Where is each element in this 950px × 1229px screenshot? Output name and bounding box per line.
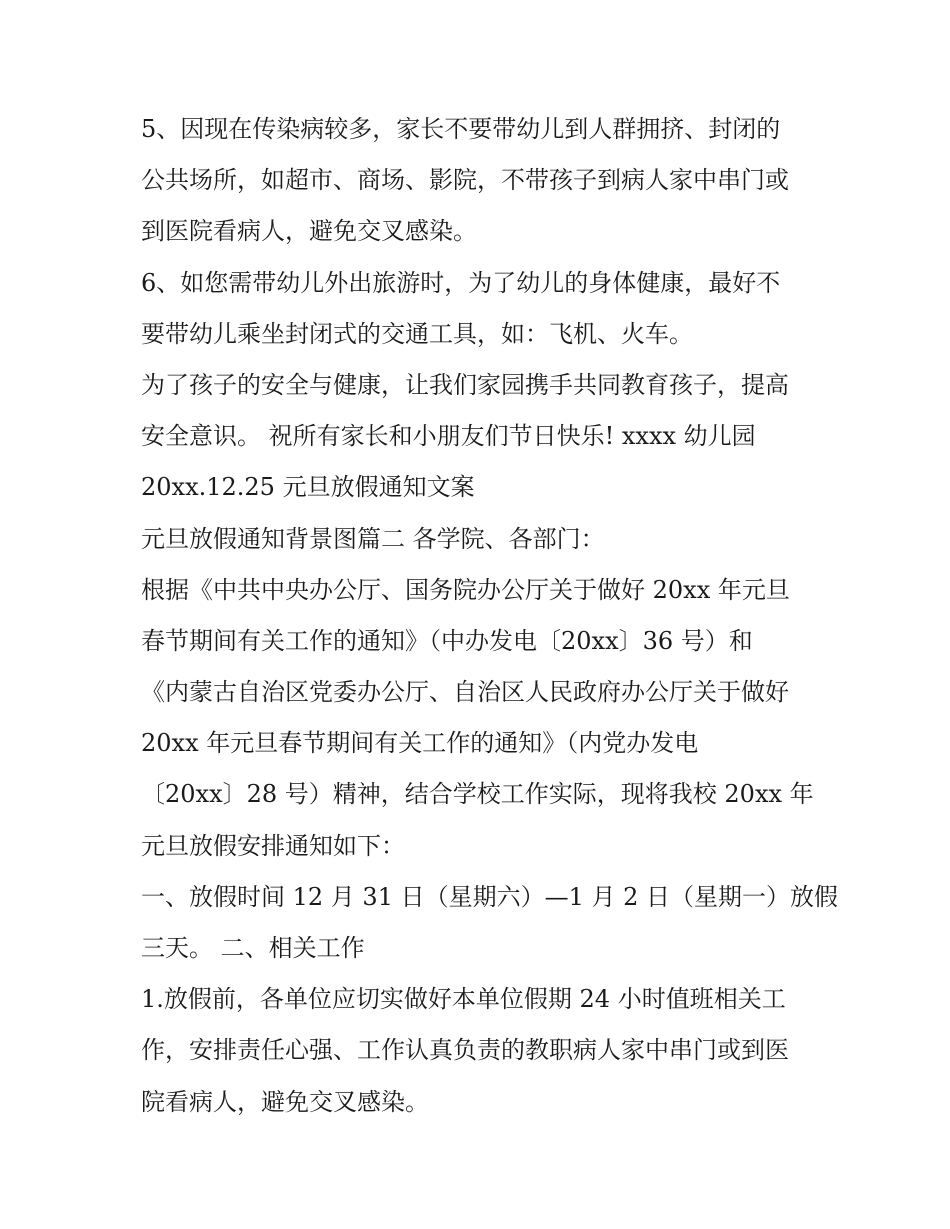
text-line: 公共场所，如超市、商场、影院，不带孩子到病人家中串门或	[141, 166, 789, 195]
text-line: 6、如您需带幼儿外出旅游时，为了幼儿的身体健康，最好不	[141, 268, 781, 297]
text-line: 20xx 年元旦春节期间有关工作的通知》（内党办发电	[141, 729, 699, 758]
text-line: 要带幼儿乘坐封闭式的交通工具，如：飞机、火车。	[141, 319, 693, 348]
text-line: 元旦放假安排通知如下：	[141, 831, 405, 860]
text-line: 5、因现在传染病较多，家长不要带幼儿到人群拥挤、封闭的	[141, 115, 781, 143]
text-line: 1.放假前，各单位应切实做好本单位假期 24 小时值班相关工	[141, 985, 786, 1014]
text-line: 春节期间有关工作的通知》（中办发电〔20xx〕36 号）和	[141, 626, 753, 655]
text-line: 为了孩子的安全与健康，让我们家园携手共同教育孩子，提高	[141, 370, 789, 399]
text-line: 三天。 二、相关工作	[141, 934, 365, 962]
text-line: 一、放假时间 12 月 31 日（星期六）—1 月 2 日（星期一）放假	[141, 882, 839, 911]
text-line: 20xx.12.25 元旦放假通知文案	[141, 473, 475, 502]
text-line: 元旦放假通知背景图篇二 各学院、各部门：	[141, 524, 605, 553]
text-line: 作，安排责任心强、工作认真负责的教职病人家中串门或到医	[141, 1036, 789, 1065]
text-line: 根据《中共中央办公厅、国务院办公厅关于做好 20xx 年元旦	[141, 575, 790, 604]
text-line: 《内蒙古自治区党委办公厅、自治区人民政府办公厅关于做好	[141, 678, 789, 707]
text-line: 院看病人，避免交叉感染。	[141, 1087, 429, 1116]
text-line: 〔20xx〕28 号）精神，结合学校工作实际，现将我校 20xx 年	[141, 780, 814, 809]
text-line: 到医院看病人，避免交叉感染。	[141, 217, 477, 246]
document-body	[141, 104, 839, 1128]
text-line: 安全意识。 祝所有家长和小朋友们节日快乐! xxxx 幼儿园	[141, 422, 756, 451]
